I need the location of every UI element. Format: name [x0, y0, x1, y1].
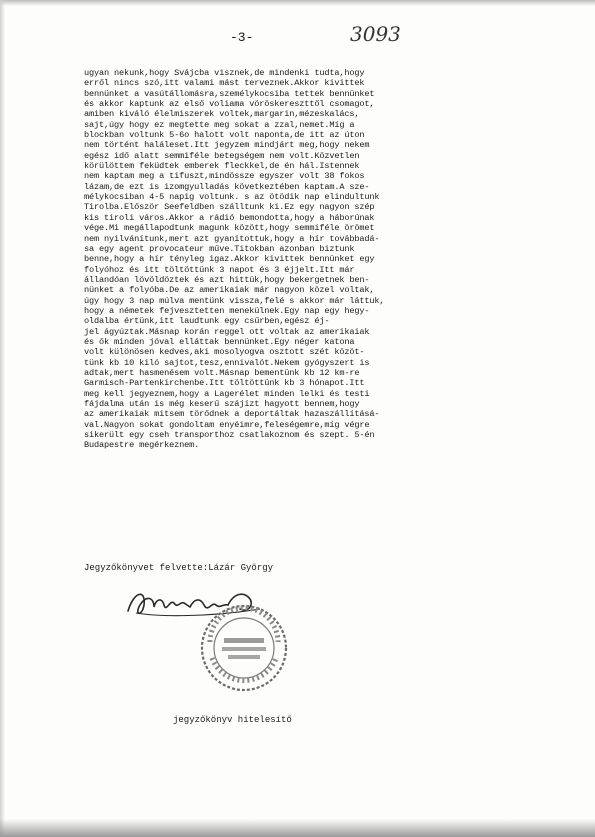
text-line: ugyan nekunk,hogy Svájcba visznek,de mindenki tudta,hogy [84, 68, 365, 78]
text-line: jel ágyúztak.Másnap korán reggel ott voltak az amerikaiak [84, 326, 370, 337]
text-line: vége.Mi megállapodtunk magunk között,hogy semmiféle örömet [84, 223, 375, 234]
text-line: erről nincs szó,itt valami mást terveznek.Akkor kivittek [84, 78, 365, 89]
recorder-line: Jegyzőkönyvet felvette:Lázár György [84, 563, 274, 573]
text-line: Budapestre megérkeznem. [84, 440, 200, 451]
text-line: benne,hogy a hír tényleg igaz.Akkor kivittek bennünket egy [84, 254, 375, 265]
text-line: lázam,de ezt is izomgyulladás következtében kaptam.A sze- [84, 181, 370, 192]
text-line: bennünket a vasútállomásra,személykocsiba tettek bennünket [84, 88, 375, 99]
text-line: val.Nagyon sokat gondoltam enyéimre,feleségemre,míg végre [84, 419, 370, 430]
text-line: tünk kb 10 kiló sajtot,tesz,ennivalót.Nekem gyógyszert is [84, 357, 370, 368]
text-line: és akkor kaptunk az első voliama vöröskereszttől csomagot, [84, 99, 375, 110]
text-line: kis tiroli város.Akkor a rádió bemondotta,hogy a háborúnak [84, 212, 375, 223]
text-line: folyóhoz és itt töltöttünk 3 napot és 3 éjjelt.Itt már [84, 264, 355, 275]
text-line: meg kell jegyeznem,hogy a Lagerélet minden lelki és testi [84, 388, 370, 399]
text-line: egész idő alatt semmiféle betegségem nem volt.Közvetlen [84, 150, 360, 161]
text-line: mélykocsiban 4-5 napig voltunk. s az ötödik nap elindultunk [84, 192, 380, 203]
text-line: volt különösen kedves,aki mosolyogva osztott szét közöt- [84, 347, 365, 358]
text-line: és ők minden jóval elláttak bennünket.Egy néger katona [84, 336, 355, 347]
text-line: fájdalma után is még keserű szájízt hagyott bennem,hogy [84, 399, 360, 409]
text-line: körülöttem feküdtek emberek fleckkel,de én hál.Istennek [84, 161, 360, 172]
text-line: Garmisch-Partenkirchenbe.Itt töltöttünk kb 3 hónapot.Itt [84, 378, 365, 389]
archive-number-handwritten: 3093 [350, 22, 401, 46]
text-line: hogy a németek fejvesztetten menekülnek.Egy nap egy hegy- [84, 305, 370, 316]
text-line: állandóan lövöldöztek és azt hittük,hogy bekergetnek ben- [84, 274, 370, 285]
text-line: az amerikaiak mitsem törődnek a deportáltak hazaszállításá- [84, 409, 380, 420]
text-line: úgy hogy 3 nap múlva mentünk vissza,felé s akkor már láttuk, [84, 295, 385, 306]
text-line: nünket a folyóba.De az amerikaiak már nagyon közel voltak, [84, 285, 375, 296]
text-line: adtak,mert hasmenésem volt.Másnap bementünk kb 12 km-re [84, 367, 360, 378]
text-line: sajt,úgy hogy ez megtette meg sokat a zzal,nemet.Míg a [84, 119, 355, 130]
scan-edge-left [0, 0, 5, 837]
text-line: sikerült egy cseh transporthoz csatlakoznom és szept. 5-én [84, 430, 375, 441]
text-line: blockban voltunk 5-6o halott volt naponta,de itt az úton [84, 130, 365, 141]
text-line: nem nyilvánítunk,mert azt gyanítottuk,hogy a hír továbbadá- [84, 233, 380, 244]
page-number: -3- [230, 30, 254, 45]
text-line: nem történt haláleset.Itt jegyzem mindjárt meg,hogy nekem [84, 140, 370, 151]
stamp-seal [198, 602, 290, 694]
testimony-text [84, 68, 524, 451]
scan-edge-top [0, 0, 595, 6]
text-line: nem kaptam meg a tifuszt,mindössze egyszer volt 38 fokos [84, 171, 365, 182]
text-line: oldalba értünk,itt laudtunk egy csűrben,egész éj- [84, 316, 330, 327]
text-line: sa egy agent provocateur műve.Titokban azonban biztunk [84, 243, 355, 254]
text-line: Tirolba.Először Seefeldben szálltunk ki.Ez egy nagyon szép [84, 202, 375, 213]
text-line: amiben kiváló élelmiszerek voltek,margarin,mézeskalács, [84, 109, 360, 120]
verifier-line: jegyzőkönyv hitelesítő [173, 715, 292, 725]
scan-edge-bottom [0, 819, 595, 837]
